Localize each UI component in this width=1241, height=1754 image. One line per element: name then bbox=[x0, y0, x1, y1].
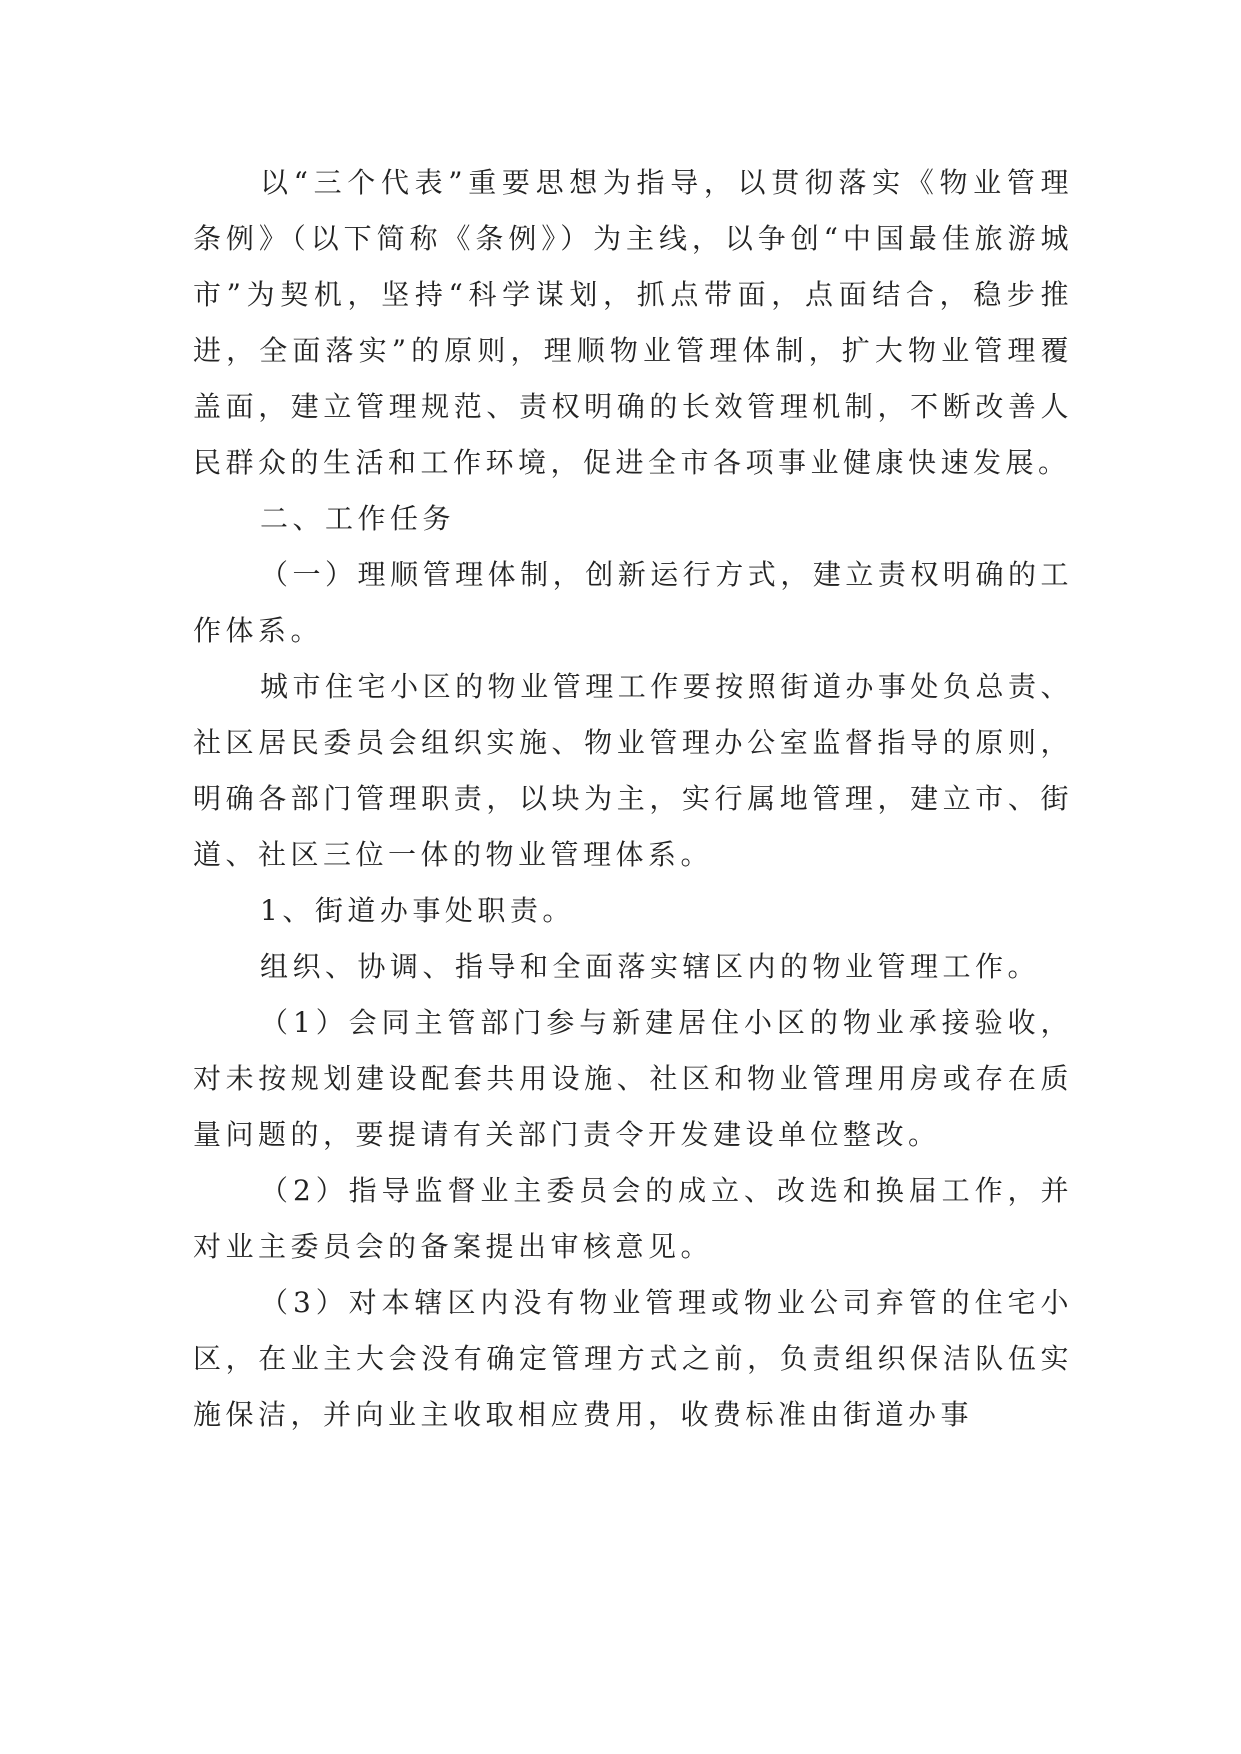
list-item-2: （2）指导监督业主委员会的成立、改选和换届工作，并对业主委员会的备案提出审核意见。 bbox=[193, 1174, 1073, 1263]
paragraph-management-principle: 城市住宅小区的物业管理工作要按照街道办事处负总责、社区居民委员会组织实施、物业管理办公室监督指导的原则，明确各部门管理职责，以块为主，实行属地管理，建立市、街道、社区三位一体的物业管理体系。 bbox=[193, 670, 1073, 871]
document-body bbox=[193, 155, 1073, 1443]
paragraph-street-office-summary: 组织、协调、指导和全面落实辖区内的物业管理工作。 bbox=[260, 950, 1041, 983]
paragraph-guiding-principle: 以“三个代表”重要思想为指导，以贯彻落实《物业管理条例》（以下简称《条例》）为主线，以争创“中国最佳旅游城市”为契机，坚持“科学谋划，抓点带面，点面结合，稳步推进，全面落实”的原则，理顺物业管理体制，扩大物业管理覆盖面，建立管理规范、责权明确的长效管理机制，不断改善人民群众的生活和工作环境，促进全市各项事业健康快速发展。 bbox=[193, 166, 1073, 479]
list-item-1: （1）会同主管部门参与新建居住小区的物业承接验收，对未按规划建设配套共用设施、社区和物业管理用房或存在质量问题的，要提请有关部门责令开发建设单位整改。 bbox=[193, 1006, 1073, 1151]
subsection-heading-management-system: （一）理顺管理体制，创新运行方式，建立责权明确的工作体系。 bbox=[193, 558, 1073, 647]
item-heading-street-office-duties: 1、街道办事处职责。 bbox=[260, 894, 575, 927]
section-heading-work-tasks: 二、工作任务 bbox=[260, 502, 456, 535]
list-item-3: （3）对本辖区内没有物业管理或物业公司弃管的住宅小区，在业主大会没有确定管理方式之前，负责组织保洁队伍实施保洁，并向业主收取相应费用，收费标准由街道办事 bbox=[193, 1286, 1073, 1431]
